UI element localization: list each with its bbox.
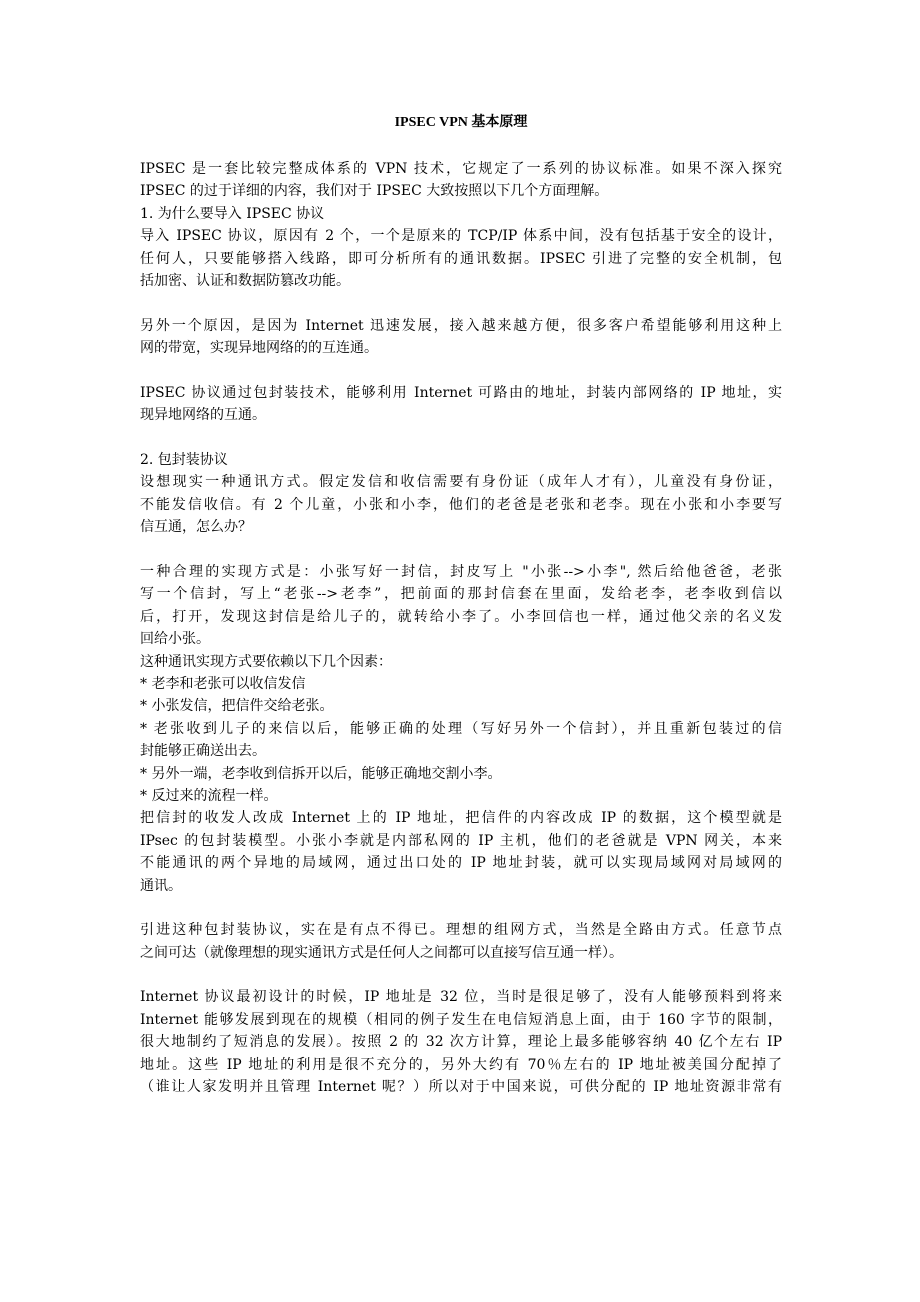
paragraph <box>140 382 782 427</box>
blank-line <box>140 897 782 919</box>
paragraph <box>140 673 782 695</box>
document-page <box>140 108 782 1098</box>
paragraph <box>140 807 782 897</box>
text-line: IPsec 的包封装模型。小张小李就是内部私网的 IP 主机，他们的老爸就是 VPN 网关，本来 <box>140 832 782 849</box>
paragraph <box>140 718 782 763</box>
text-line: IPSEC 的过于详细的内容，我们对于 IPSEC 大致按照以下几个方面理解。 <box>140 183 609 200</box>
text-line: 网的带宽，实现异地网络的的互连通。 <box>140 340 378 357</box>
text-line: 现异地网络的互通。 <box>140 407 266 424</box>
text-line: 信互通，怎么办？ <box>140 519 252 536</box>
paragraph <box>140 986 782 1098</box>
text-line: 回给小张。 <box>140 631 210 648</box>
text-line: * 小张发信，把信件交给老张。 <box>140 698 334 715</box>
document-body <box>140 158 782 1098</box>
blank-line <box>140 964 782 986</box>
text-line: 1. 为什么要导入 IPSEC 协议 <box>140 205 325 222</box>
paragraph <box>140 158 782 203</box>
blank-line <box>140 360 782 382</box>
text-line: 括加密、认证和数据防篡改功能。 <box>140 272 350 289</box>
text-line: Internet 协议最初设计的时候，IP 地址是 32 位，当时是很足够了，没有人能够预料到将来 <box>140 989 782 1006</box>
paragraph <box>140 449 782 471</box>
text-line: 封能够正确送出去。 <box>140 743 266 760</box>
text-line: 导入 IPSEC 协议，原因有 2 个，一个是原来的 TCP/IP 体系中间，没有包括基于安全的设计， <box>140 228 782 245</box>
paragraph <box>140 315 782 360</box>
paragraph <box>140 651 782 673</box>
paragraph <box>140 471 782 538</box>
text-line: * 老张收到儿子的来信以后，能够正确的处理（写好另外一个信封），并且重新包装过的信 <box>140 720 782 737</box>
text-line: Internet 能够发展到现在的规模（相同的例子发生在电信短消息上面，由于 160 字节的限制， <box>140 1011 782 1028</box>
text-line: 地址。这些 IP 地址的利用是很不充分的，另外大约有 70％左右的 IP 地址被美国分配掉了 <box>140 1056 782 1073</box>
text-line: * 老李和老张可以收信发信 <box>140 675 306 692</box>
text-line: IPSEC 是一套比较完整成体系的 VPN 技术，它规定了一系列的协议标准。如果不深入探究 <box>140 161 782 177</box>
blank-line <box>140 292 782 314</box>
text-line: * 反过来的流程一样。 <box>140 787 278 804</box>
blank-line <box>140 427 782 449</box>
paragraph <box>140 225 782 292</box>
text-line: 很大地制约了短消息的发展）。按照 2 的 32 次方计算，理论上最多能够容纳 40 亿个左右 IP <box>140 1034 782 1051</box>
text-line: * 另外一端，老李收到信拆开以后，能够正确地交割小李。 <box>140 765 502 782</box>
text-line: 之间可达（就像理想的现实通讯方式是任何人之间都可以直接写信互通一样）。 <box>140 944 623 961</box>
paragraph <box>140 919 782 964</box>
text-line: 通讯。 <box>140 877 182 894</box>
paragraph <box>140 695 782 717</box>
text-line: 一种合理的实现方式是：小张写好一封信，封皮写上 "小张-->小李", 然后给他爸爸，老张 <box>140 564 782 581</box>
paragraph <box>140 785 782 807</box>
text-line: （谁让人家发明并且管理 Internet 呢？）所以对于中国来说，可供分配的 IP 地址资源非常有 <box>140 1079 782 1096</box>
text-line: 不能发信收信。有 2 个儿童，小张和小李，他们的老爸是老张和老李。现在小张和小李要写 <box>140 496 782 513</box>
text-line: 这种通讯实现方式要依赖以下几个因素： <box>140 653 392 670</box>
paragraph <box>140 763 782 785</box>
document-title: IPSEC VPN 基本原理 <box>394 115 528 130</box>
text-line: 不能通讯的两个异地的局域网，通过出口处的 IP 地址封装，就可以实现局域网对局域网的 <box>140 855 782 872</box>
text-line: 任何人，只要能够搭入线路，即可分析所有的通讯数据。IPSEC 引进了完整的安全机制，包 <box>140 250 782 267</box>
paragraph <box>140 561 782 651</box>
text-line: 另外一个原因，是因为 Internet 迅速发展，接入越来越方便，很多客户希望能够利用这种上 <box>140 317 782 334</box>
text-line: 2. 包封装协议 <box>140 452 228 469</box>
text-line: 引进这种包封装协议，实在是有点不得已。理想的组网方式，当然是全路由方式。任意节点 <box>140 922 782 939</box>
blank-line <box>140 539 782 561</box>
text-line: 把信封的收发人改成 Internet 上的 IP 地址，把信件的内容改成 IP 的数据，这个模型就是 <box>140 810 782 827</box>
text-line: IPSEC 协议通过包封装技术，能够利用 Internet 可路由的地址，封装内部网络的 IP 地址，实 <box>140 384 782 401</box>
paragraph <box>140 203 782 225</box>
text-line: 后，打开，发现这封信是给儿子的，就转给小李了。小李回信也一样，通过他父亲的名义发 <box>140 608 782 625</box>
text-line: 设想现实一种通讯方式。假定发信和收信需要有身份证（成年人才有），儿童没有身份证， <box>140 474 782 491</box>
text-line: 写一个信封，写上“老张-->老李”，把前面的那封信套在里面，发给老李，老李收到信以 <box>140 586 782 603</box>
